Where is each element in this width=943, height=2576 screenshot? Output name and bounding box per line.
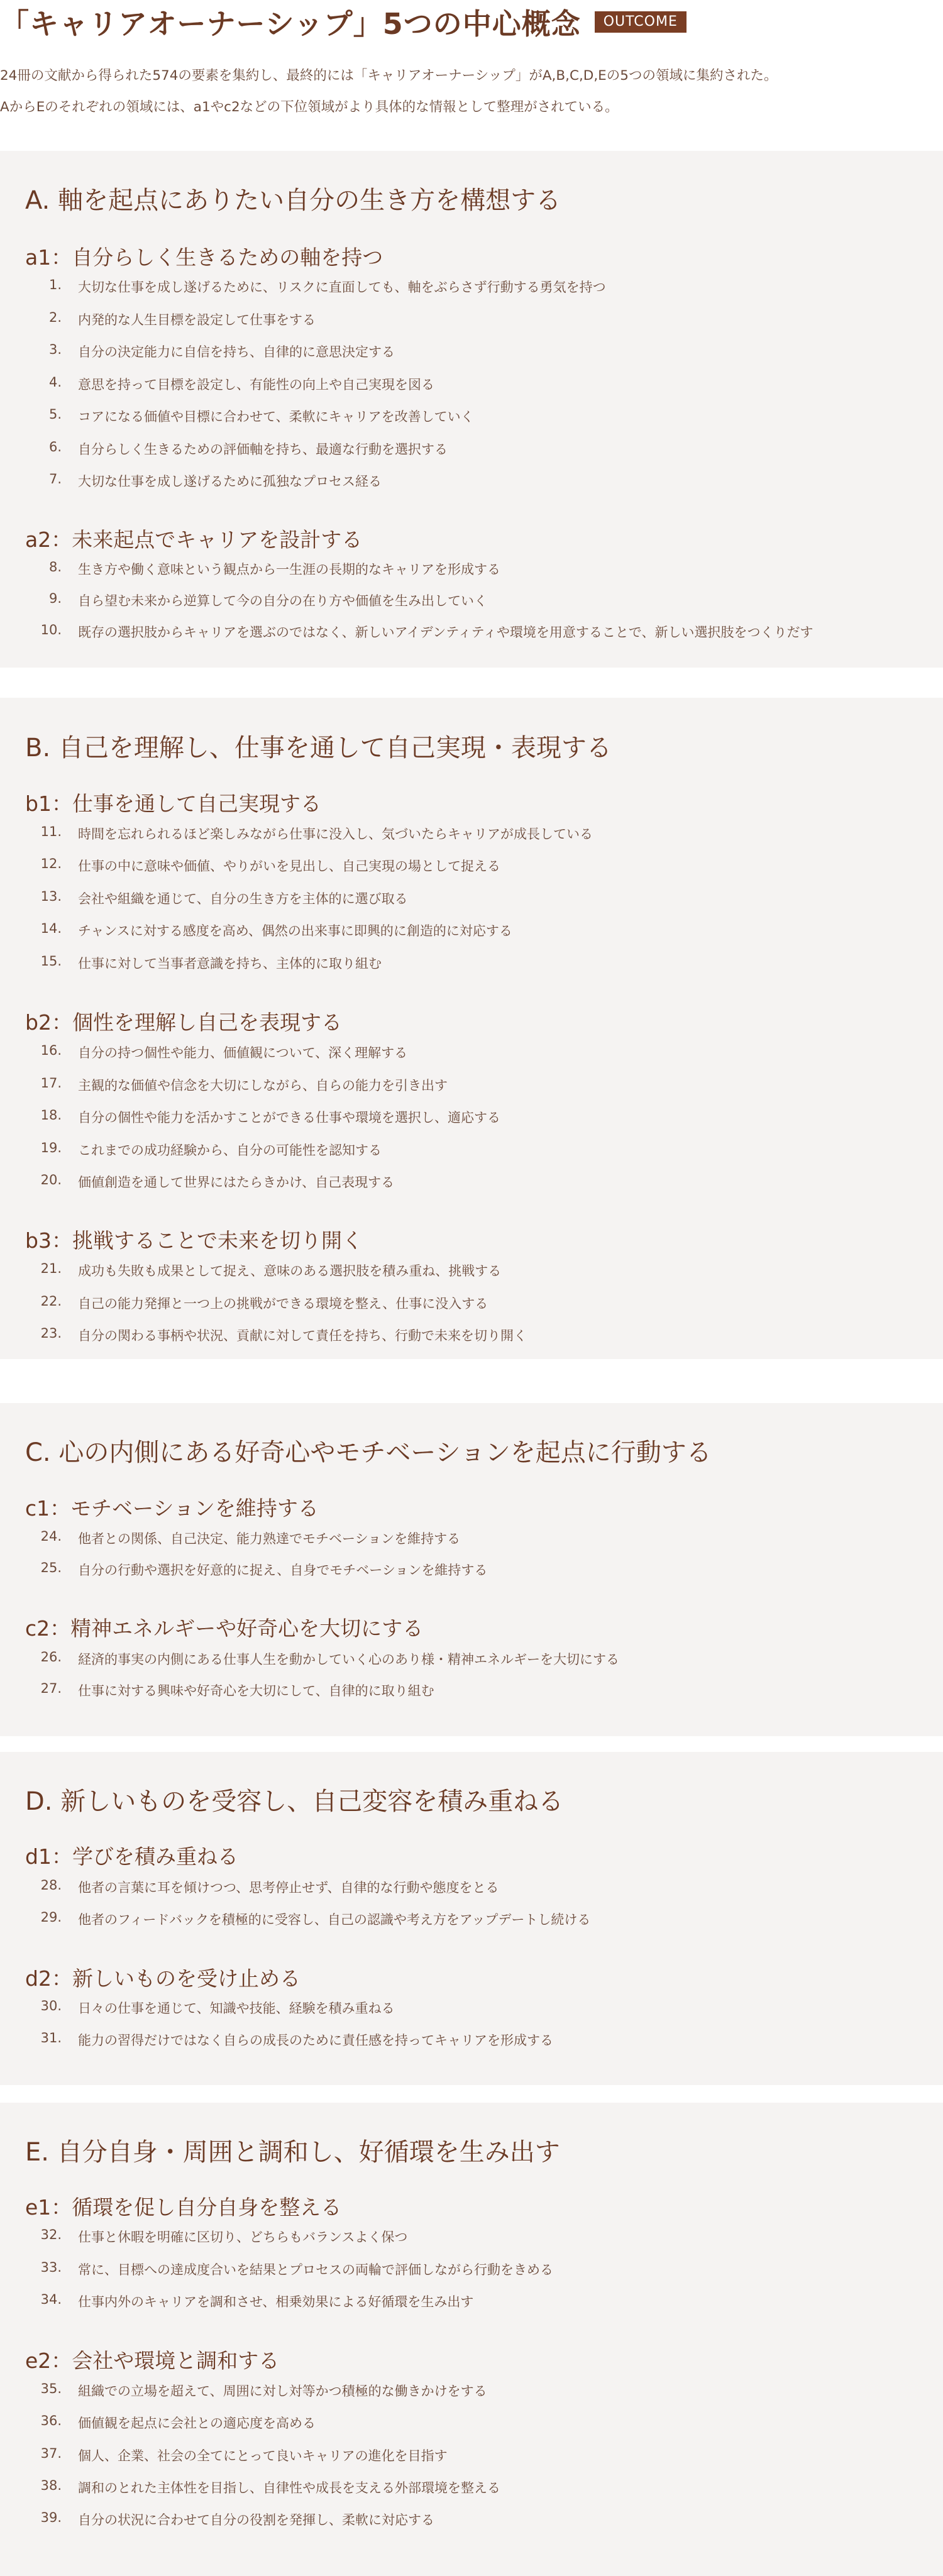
section-title: A. 軸を起点にありたい自分の生き方を構想する [25, 186, 561, 215]
item-text: 他者のフィードバックを積極的に受容し、自己の認識や考え方をアップデートし続ける [78, 1912, 591, 1927]
item-text: コアになる価値や目標に合わせて、柔軟にキャリアを改善していく [78, 409, 474, 424]
item-number: 10. [40, 622, 62, 637]
section-title: C. 心の内側にある好奇心やモチベーションを起点に行動する [25, 1438, 712, 1467]
item-number: 30. [40, 1998, 62, 2013]
item-text: 仕事に対して当事者意識を持ち、主体的に取り組む [78, 956, 382, 971]
item-text: 自分の行動や選択を好意的に捉え、自身でモチベーションを維持する [78, 1563, 488, 1578]
item-text: 自ら望む未来から逆算して今の自分の在り方や価値を生み出していく [78, 593, 487, 608]
item-number: 5. [48, 407, 62, 422]
item-text: 経済的事実の内側にある仕事人生を動かしていく心のあり様・精神エネルギーを大切にする [78, 1652, 619, 1667]
item-text: 会社や組織を通じて、自分の生き方を主体的に選び取る [78, 891, 408, 906]
item-text: 内発的な人生目標を設定して仕事をする [78, 312, 316, 328]
item-text: 自分の状況に合わせて自分の役割を発揮し、柔軟に対応する [78, 2513, 434, 2528]
subsection-title: a1：自分らしく生きるための軸を持つ [25, 245, 383, 270]
section-title: D. 新しいものを受容し、自己変容を積み重ねる [25, 1787, 564, 1816]
subsection-title: e2：会社や環境と調和する [25, 2348, 280, 2373]
subsection-title: b2：個性を理解し自己を表現する [25, 1010, 342, 1035]
item-number: 18. [40, 1108, 62, 1123]
section-a [0, 151, 943, 668]
item-number: 36. [40, 2413, 62, 2428]
item-number: 14. [40, 921, 62, 936]
item-text: 既存の選択肢からキャリアを選ぶのではなく、新しいアイデンティティや環境を用意することで、新しい選択肢をつくりだす [78, 625, 813, 640]
item-text: チャンスに対する感度を高め、偶然の出来事に即興的に創造的に対応する [78, 923, 512, 938]
item-text: 仕事と休暇を明確に区切り、どちらもバランスよく保つ [78, 2230, 408, 2245]
item-number: 21. [40, 1261, 62, 1276]
item-number: 17. [40, 1076, 62, 1091]
item-text: 調和のとれた主体性を目指し、自律性や成長を支える外部環境を整える [78, 2480, 500, 2496]
item-number: 2. [48, 310, 62, 325]
item-number: 23. [40, 1326, 62, 1341]
subsection-title: c1：モチベーションを維持する [25, 1496, 319, 1521]
item-number: 8. [48, 559, 62, 575]
subsection-title: c2：精神エネルギーや好奇心を大切にする [25, 1616, 424, 1641]
item-number: 29. [40, 1910, 62, 1925]
item-number: 3. [48, 342, 62, 357]
item-text: 自分らしく生きるための評価軸を持ち、最適な行動を選択する [78, 442, 448, 457]
item-number: 27. [40, 1681, 62, 1696]
item-text: 自分の決定能力に自信を持ち、自律的に意思決定する [78, 344, 395, 360]
item-number: 38. [40, 2478, 62, 2493]
item-number: 4. [48, 375, 62, 390]
item-number: 9. [48, 591, 62, 606]
item-number: 6. [48, 439, 62, 454]
section-title: E. 自分自身・周囲と調和し、好循環を生み出す [25, 2138, 560, 2167]
item-number: 20. [40, 1172, 62, 1187]
item-number: 1. [48, 277, 62, 292]
item-text: 他者の言葉に耳を傾けつつ、思考停止せず、自律的な行動や態度をとる [78, 1880, 499, 1895]
item-text: 自分の関わる事柄や状況、貢献に対して責任を持ち、行動で未来を切り開く [78, 1328, 527, 1343]
section-title: B. 自己を理解し、仕事を通して自己実現・表現する [25, 734, 612, 762]
item-text: 成功も失敗も成果として捉え、意味のある選択肢を積み重ね、挑戦する [78, 1263, 502, 1279]
item-text: 他者との関係、自己決定、能力熟達でモチベーションを維持する [78, 1531, 461, 1546]
item-text: 能力の習得だけではなく自らの成長のために責任感を持ってキャリアを形成する [78, 2033, 553, 2048]
item-number: 25. [40, 1560, 62, 1575]
section-d [0, 1752, 943, 2085]
intro-line: 24冊の文献から得られた574の要素を集約し、最終的には「キャリアオーナーシップ」がA,B,C,D,Eの5つの領域に集約された。 [0, 68, 778, 84]
item-number: 39. [40, 2510, 62, 2525]
item-number: 19. [40, 1140, 62, 1155]
item-text: 時間を忘れられるほど楽しみながら仕事に没入し、気づいたらキャリアが成長している [78, 827, 593, 842]
outcome-badge: OUTCOME [595, 11, 687, 33]
item-text: 個人、企業、社会の全てにとって良いキャリアの進化を目指す [78, 2448, 448, 2463]
item-number: 16. [40, 1043, 62, 1058]
item-number: 35. [40, 2381, 62, 2396]
item-number: 7. [48, 471, 62, 487]
subsection-title: e1：循環を促し自分自身を整える [25, 2195, 342, 2220]
title-row [0, 1, 687, 43]
item-number: 34. [40, 2292, 62, 2307]
page-title: 「キャリアオーナーシップ」5つの中心概念 [0, 7, 581, 41]
item-number: 33. [40, 2260, 62, 2275]
item-text: 自分の持つ個性や能力、価値観について、深く理解する [78, 1045, 408, 1060]
item-text: 価値観を起点に会社との適応度を高める [78, 2416, 316, 2431]
item-text: 価値創造を通して世界にはたらきかけ、自己表現する [78, 1175, 395, 1190]
item-number: 26. [40, 1649, 62, 1665]
item-number: 11. [40, 824, 62, 839]
item-text: 大切な仕事を成し遂げるために、リスクに直面しても、軸をぶらさず行動する勇気を持つ [78, 280, 606, 295]
item-text: 組織での立場を超えて、周囲に対し対等かつ積極的な働きかけをする [78, 2384, 487, 2399]
item-text: 主観的な価値や信念を大切にしながら、自らの能力を引き出す [78, 1078, 448, 1093]
item-number: 24. [40, 1529, 62, 1544]
item-number: 37. [40, 2446, 62, 2461]
subsection-title: b3：挑戦することで未来を切り開く [25, 1228, 363, 1253]
item-text: 仕事に対する興味や好奇心を大切にして、自律的に取り組む [78, 1683, 434, 1698]
subsection-title: d1：学びを積み重ねる [25, 1844, 238, 1869]
section-e [0, 2103, 943, 2576]
item-text: 仕事の中に意味や価値、やりがいを見出し、自己実現の場として捉える [78, 859, 500, 874]
item-text: 大切な仕事を成し遂げるために孤独なプロセス経る [78, 474, 382, 489]
subsection-title: b1：仕事を通して自己実現する [25, 791, 321, 816]
item-text: 自分の個性や能力を活かすことができる仕事や環境を選択し、適応する [78, 1110, 500, 1125]
item-text: 意思を持って目標を設定し、有能性の向上や自己実現を図る [78, 377, 434, 392]
item-number: 32. [40, 2227, 62, 2242]
item-text: 日々の仕事を通じて、知識や技能、経験を積み重ねる [78, 2001, 395, 2016]
item-number: 13. [40, 889, 62, 904]
item-text: 仕事内外のキャリアを調和させ、相乗効果による好循環を生み出す [78, 2294, 474, 2309]
item-number: 31. [40, 2030, 62, 2045]
item-number: 28. [40, 1878, 62, 1893]
page-header [0, 0, 943, 146]
intro-line: AからEのそれぞれの領域には、a1やc2などの下位領域がより具体的な情報として整理がされている。 [0, 99, 619, 115]
item-number: 22. [40, 1294, 62, 1309]
subsection-title: a2：未来起点でキャリアを設計する [25, 527, 363, 552]
item-text: 生き方や働く意味という観点から一生涯の長期的なキャリアを形成する [78, 562, 500, 577]
item-number: 12. [40, 856, 62, 871]
item-text: これまでの成功経験から、自分の可能性を認知する [78, 1143, 382, 1158]
subsection-title: d2：新しいものを受け止める [25, 1966, 301, 1991]
section-b [0, 698, 943, 1359]
item-text: 常に、目標への達成度合いを結果とプロセスの両輪で評価しながら行動をきめる [78, 2262, 553, 2277]
item-number: 15. [40, 954, 62, 969]
intro-text [0, 60, 943, 123]
section-c [0, 1403, 943, 1736]
item-text: 自己の能力発揮と一つ上の挑戦ができる環境を整え、仕事に没入する [78, 1296, 488, 1311]
